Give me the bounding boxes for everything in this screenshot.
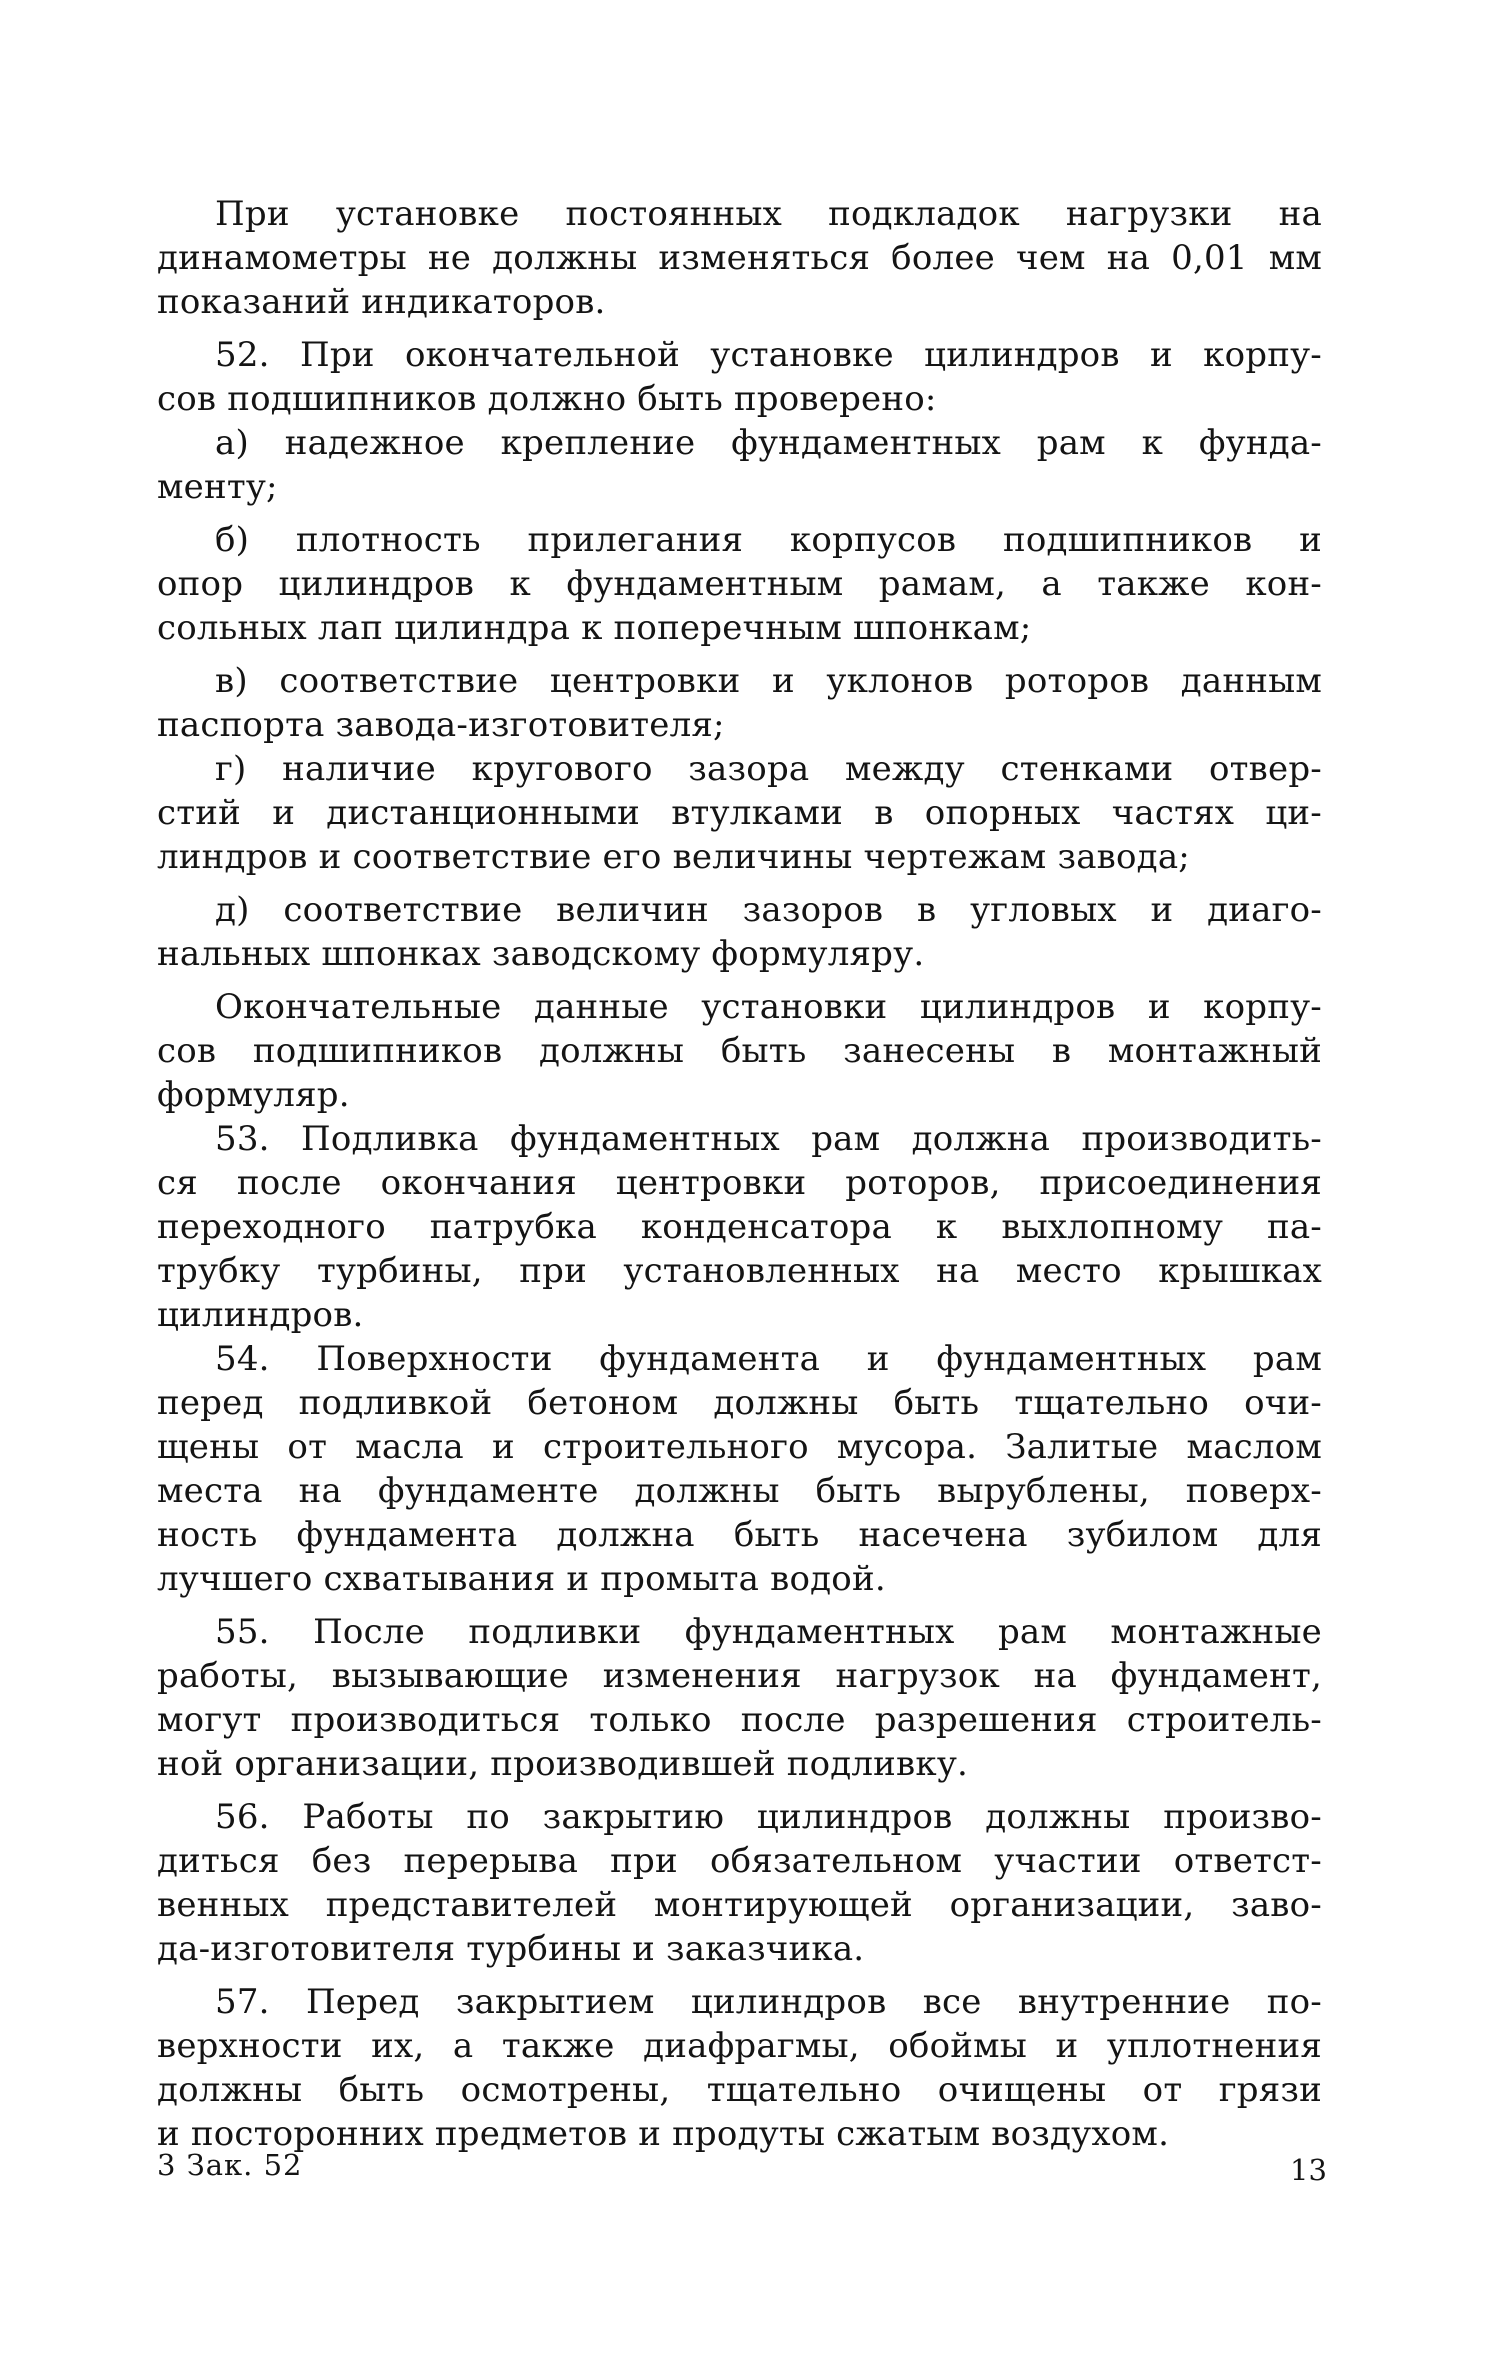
text-line: верхности их, а также диафрагмы, обоймы и уплотнения (157, 2026, 1322, 2066)
text-line: перед подливкой бетоном должны быть тщательно очи- (157, 1383, 1322, 1423)
text-line: сов подшипников должно быть проверено: (157, 379, 937, 419)
text-line: б) плотность прилегания корпусов подшипников и (215, 520, 1322, 560)
paragraph (157, 659, 1322, 747)
text-line: переходного патрубка конденсатора к выхлопному па- (157, 1207, 1322, 1247)
text-line: лучшего схватывания и промыта водой. (157, 1559, 886, 1599)
text-line: диться без перерыва при обязательном участии ответст- (157, 1841, 1322, 1881)
text-line: трубку турбины, при установленных на место крышках (157, 1251, 1322, 1291)
paragraph-gap (157, 1601, 1322, 1610)
paragraph (157, 1117, 1322, 1337)
text-line: 52. При окончательной установке цилиндров и корпу- (215, 335, 1322, 375)
text-line: венных представителей монтирующей организации, заво- (157, 1885, 1322, 1925)
text-line: ность фундамента должна быть насечена зубилом для (157, 1515, 1322, 1555)
text-line: г) наличие кругового зазора между стенками отвер- (215, 749, 1322, 789)
paragraph (157, 747, 1322, 879)
page-number: 13 (1290, 2153, 1327, 2187)
text-line: формуляр. (157, 1075, 350, 1115)
paragraph (157, 333, 1322, 421)
paragraph (157, 518, 1322, 650)
text-line: сов подшипников должны быть занесены в монтажный (157, 1031, 1322, 1071)
paragraph-gap (157, 1971, 1322, 1980)
text-line: могут производиться только после разрешения строитель- (157, 1700, 1322, 1740)
paragraph (157, 192, 1322, 324)
paragraph (157, 421, 1322, 509)
text-line: в) соответствие центровки и уклонов роторов данным (215, 661, 1322, 701)
text-line: нальных шпонках заводскому формуляру. (157, 934, 925, 974)
text-line: цилиндров. (157, 1295, 364, 1335)
paragraph (157, 985, 1322, 1117)
paragraph (157, 1795, 1322, 1971)
paragraph-gap (157, 879, 1322, 888)
paragraph (157, 1980, 1322, 2156)
text-line: 54. Поверхности фундамента и фундаментных рам (215, 1339, 1322, 1379)
paragraph (157, 1337, 1322, 1601)
text-line: должны быть осмотрены, тщательно очищены от грязи (157, 2070, 1322, 2110)
paragraph-gap (157, 509, 1322, 518)
text-line: 56. Работы по закрытию цилиндров должны произво- (215, 1797, 1322, 1837)
paragraph-gap (157, 650, 1322, 659)
text-line: 57. Перед закрытием цилиндров все внутренние по- (215, 1982, 1322, 2022)
text-line: стий и дистанционными втулками в опорных частях ци- (157, 793, 1322, 833)
text-line: показаний индикаторов. (157, 282, 606, 322)
text-line: опор цилиндров к фундаментным рамам, а также кон- (157, 564, 1322, 604)
text-line: и посторонних предметов и продуты сжатым воздухом. (157, 2114, 1170, 2154)
text-line: места на фундаменте должны быть вырублены, поверх- (157, 1471, 1322, 1511)
text-line: менту; (157, 467, 278, 507)
text-line: щены от масла и строительного мусора. Залитые маслом (157, 1427, 1322, 1467)
text-line: да-изготовителя турбины и заказчика. (157, 1929, 865, 1969)
text-line: ной организации, производившей подливку. (157, 1744, 969, 1784)
paragraph (157, 1610, 1322, 1786)
text-line: 53. Подливка фундаментных рам должна производить- (215, 1119, 1322, 1159)
text-line: Окончательные данные установки цилиндров и корпу- (215, 987, 1322, 1027)
text-line: динамометры не должны изменяться более чем на 0,01 мм (157, 238, 1322, 278)
text-line: При установке постоянных подкладок нагрузки на (215, 194, 1322, 234)
text-line: 55. После подливки фундаментных рам монтажные (215, 1612, 1322, 1652)
paragraph (157, 888, 1322, 976)
text-line: линдров и соответствие его величины чертежам завода; (157, 837, 1190, 877)
text-line: а) надежное крепление фундаментных рам к фунда- (215, 423, 1322, 463)
text-line: сольных лап цилиндра к поперечным шпонкам; (157, 608, 1032, 648)
paragraph-gap (157, 324, 1322, 333)
text-line: ся после окончания центровки роторов, присоединения (157, 1163, 1322, 1203)
paragraph-gap (157, 976, 1322, 985)
text-line: д) соответствие величин зазоров в угловых и диаго- (215, 890, 1322, 930)
printing-signature-mark: 3 Зак. 52 (157, 2148, 303, 2182)
text-line: паспорта завода-изготовителя; (157, 705, 725, 745)
paragraph-gap (157, 1786, 1322, 1795)
body-text (157, 192, 1322, 2156)
text-line: работы, вызывающие изменения нагрузок на фундамент, (157, 1656, 1322, 1696)
